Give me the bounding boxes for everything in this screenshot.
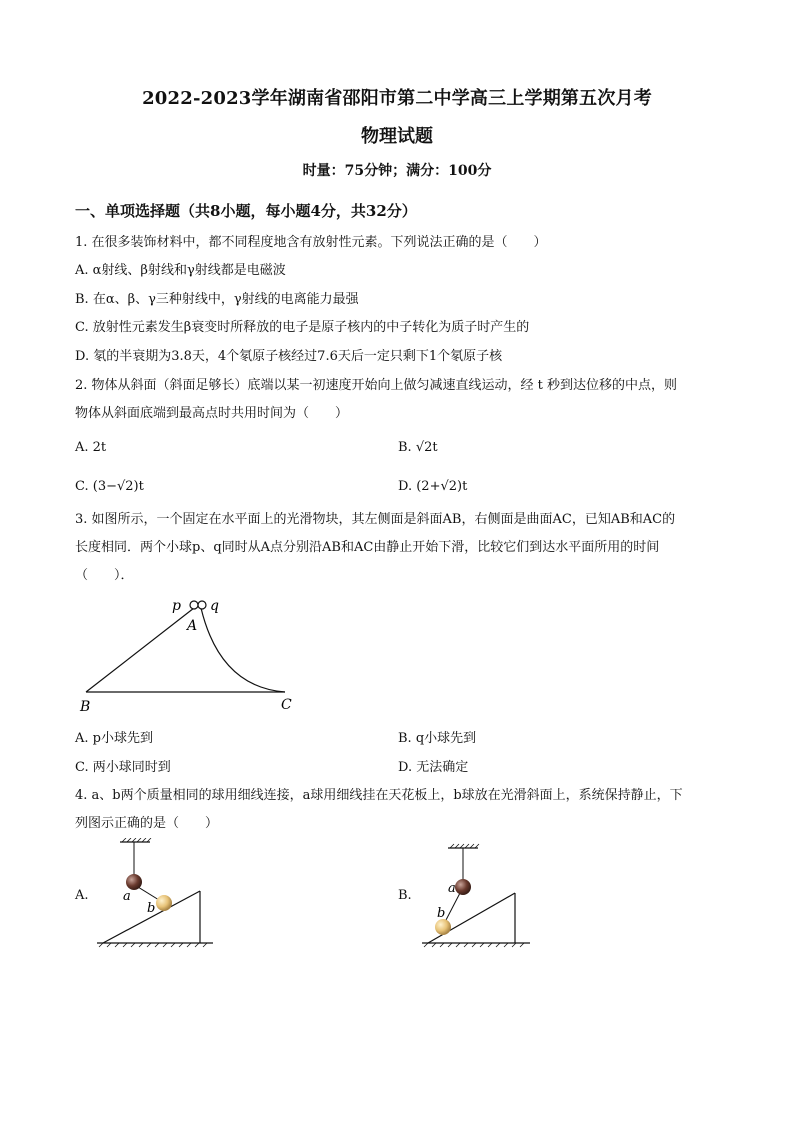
- q3-ball-q: [198, 601, 206, 609]
- q4-option-a-label: A.: [75, 888, 89, 903]
- q1-option-d: D. 氡的半衰期为3.8天，4个氡原子核经过7.6天后一定只剩下1个氡原子核: [75, 349, 503, 364]
- q3-curve-ac: [201, 608, 285, 692]
- q3-label-p: p: [172, 598, 181, 614]
- q4b-ball-b: [435, 919, 451, 935]
- q3-label-q: q: [210, 598, 219, 614]
- q4-figure-b: [418, 838, 533, 953]
- q2-stem-line1: 2. 物体从斜面（斜面足够长）底端以某一初速度开始向上做匀减速直线运动，经 t 秒到达位移的中点，则: [75, 378, 678, 393]
- q4a-ball-b: [156, 895, 172, 911]
- q3-label-a: A: [187, 618, 198, 634]
- q3-option-c: C. 两小球同时到: [75, 760, 171, 775]
- q3-figure-block: [70, 592, 310, 717]
- q4-stem-line2: 列图示正确的是（ ）: [75, 816, 219, 831]
- section-heading: 一、单项选择题（共8小题，每小题4分，共32分）: [75, 202, 417, 220]
- q3-ball-p: [190, 601, 198, 609]
- page-title: 2022-2023学年湖南省邵阳市第二中学高三上学期第五次月考: [142, 88, 652, 109]
- q4b-ball-a: [455, 879, 471, 895]
- q2-option-c: C. (3−√2)t: [75, 479, 144, 494]
- q2-stem-line2: 物体从斜面底端到最高点时共用时间为（ ）: [75, 406, 349, 421]
- q2-option-b: B. √2t: [398, 440, 438, 455]
- q1-option-c: C. 放射性元素发生β衰变时所释放的电子是原子核内的中子转化为质子时产生的: [75, 320, 530, 335]
- q3-label-b: B: [80, 699, 91, 715]
- page-subtitle: 物理试题: [361, 126, 433, 147]
- q4-option-b-label: B.: [398, 888, 412, 903]
- q3-option-d: D. 无法确定: [398, 760, 469, 775]
- q3-option-a: A. p小球先到: [75, 731, 153, 746]
- q4-stem-line1: 4. a、b两个质量相同的球用细线连接，a球用细线挂在天花板上，b球放在光滑斜面上，系统保持静止，下: [75, 788, 683, 803]
- q4-figure-a: [95, 838, 215, 953]
- q1-option-a: A. α射线、β射线和γ射线都是电磁波: [75, 263, 286, 278]
- q4b-label-a: a: [448, 881, 456, 896]
- exam-meta: 时量：75分钟；满分：100分: [302, 163, 492, 179]
- q2-option-a: A. 2t: [75, 440, 107, 455]
- q1-stem: 1. 在很多装饰材料中，都不同程度地含有放射性元素。下列说法正确的是（ ）: [75, 235, 547, 250]
- q3-label-c: C: [281, 697, 292, 713]
- q3-stem-line3: （ ）．: [75, 568, 134, 583]
- q2-option-d: D. (2+√2)t: [398, 479, 468, 494]
- q3-incline-ab: [86, 608, 194, 692]
- q3-option-b: B. q小球先到: [398, 731, 477, 746]
- q4b-label-b: b: [437, 906, 446, 921]
- q3-stem-line1: 3. 如图所示，一个固定在水平面上的光滑物块，其左侧面是斜面AB，右侧面是曲面AC，已知AB和AC的: [75, 512, 676, 527]
- q4a-ball-a: [126, 874, 142, 890]
- q3-stem-line2: 长度相同．两个小球p、q同时从A点分别沿AB和AC由静止开始下滑，比较它们到达水平面所用的时间: [75, 540, 660, 555]
- q4a-label-b: b: [147, 901, 156, 916]
- q4a-label-a: a: [123, 889, 131, 904]
- q1-option-b: B. 在α、β、γ三种射线中，γ射线的电离能力最强: [75, 292, 359, 307]
